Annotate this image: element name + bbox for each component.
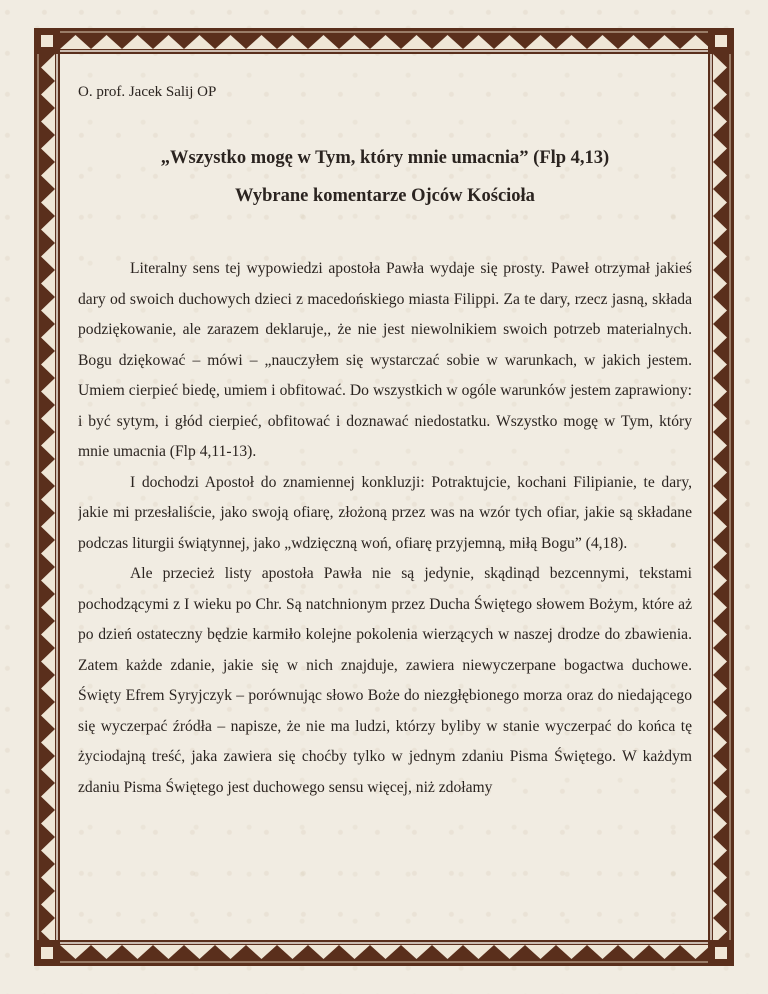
border-corner-inset — [41, 947, 53, 959]
author-line: O. prof. Jacek Salij OP — [78, 84, 217, 100]
paragraph: Literalny sens tej wypowiedzi apostoła Pawła wydaje się prosty. Paweł otrzymał jakieś dary od swoich duchowych dzieci z macedońskiego miasta Filippi. Za te dary, rzecz jasną, składa podziękowanie, ale zarazem deklaruje,, że nie jest niewolnikiem swoich potrzeb materialnych. Bogu dziękować – mówi – „nauczyłem się wystarczać sobie w warunkach, w jakich jestem. Umiem cierpieć biedę, umiem i obfitować. Do wszystkich w ogóle warunków jestem zaprawiony: i być sytym, i głód cierpieć, obfitować i doznawać niedostatku. Wszystko mogę w Tym, który mnie umacnia (Flp 4,11-13). — [78, 260, 692, 460]
document-content — [78, 78, 692, 938]
paragraph: Ale przecież listy apostoła Pawła nie są jedynie, skądinąd bezcennymi, tekstami pochodzącymi z I wieku po Chr. Są natchnionym przez Ducha Świętego słowem Bożym, które aż po dzień ostateczny będzie karmiło kolejne pokolenia wierzących w naszej drodze do zbawienia. Zatem każde zdanie, jakie się w nich znajduje, zawiera niewyczerpane bogactwa duchowe. Święty Efrem Syryjczyk – porównując słowo Boże do niezgłębionego morza oraz do niedającego się wyczerpać źródła – napisze, że nie ma ludzi, którzy byliby w stanie wyczerpać do końca tę życiodajną treść, jaka zawiera się choćby tylko w jednym zdaniu Pisma Świętego. W każdym zdaniu Pisma Świętego jest duchowego sensu więcej, niż zdołamy — [78, 565, 692, 796]
document-title: „Wszystko mogę w Tym, który mnie umacnia” (Flp 4,13) — [160, 148, 610, 168]
document-body — [78, 254, 692, 803]
border-corner-inset — [41, 35, 53, 47]
paragraph: I dochodzi Apostoł do znamiennej konkluzji: Potraktujcie, kochani Filipianie, te dary, jakie mi przesłaliście, jako swoją ofiarę, złożoną przez was na wzór tych ofiar, jakie są składane podczas liturgii świątynnej, jako „wdzięczną woń, ofiarę przyjemną, miłą Bogu” (4,18). — [78, 473, 692, 552]
document-subtitle: Wybrane komentarze Ojców Kościoła — [235, 186, 535, 206]
border-corner-inset — [715, 947, 727, 959]
border-corner-inset — [715, 35, 727, 47]
